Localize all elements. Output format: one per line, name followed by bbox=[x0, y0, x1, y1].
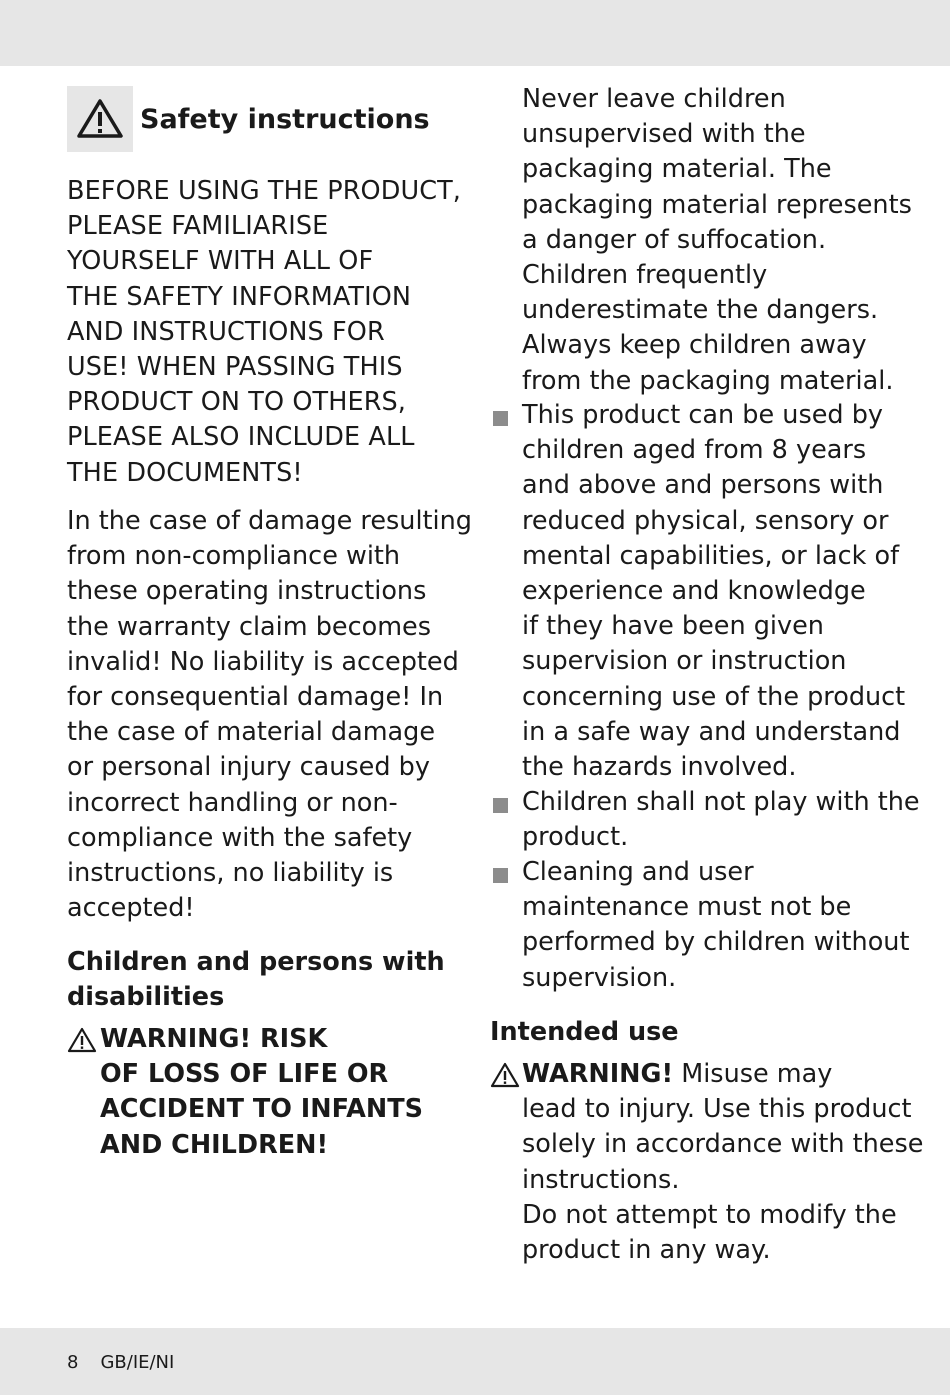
bullet-line: and above and persons with bbox=[522, 470, 884, 501]
intro-line: a danger of suffocation. bbox=[522, 224, 827, 255]
warning-triangle-icon bbox=[77, 98, 123, 138]
warning-icon-box bbox=[67, 86, 133, 152]
packaging-paragraph bbox=[522, 82, 912, 399]
bullet-square-icon bbox=[493, 411, 508, 426]
region-code: GB/IE/NI bbox=[100, 1352, 175, 1373]
bullet-line: Children shall not play with the bbox=[522, 787, 920, 817]
warning-triangle-icon bbox=[490, 1062, 520, 1088]
caps-line: AND INSTRUCTIONS FOR bbox=[67, 316, 385, 347]
intro-line: Never leave children bbox=[522, 84, 786, 114]
caps-line: BEFORE USING THE PRODUCT, bbox=[67, 176, 462, 206]
intro-line: Children frequently bbox=[522, 260, 768, 291]
caps-line: PLEASE FAMILIARISE bbox=[67, 211, 329, 242]
para-line: these operating instructions bbox=[67, 576, 427, 607]
warning-line: product in any way. bbox=[522, 1235, 771, 1266]
para-line: from non-compliance with bbox=[67, 541, 401, 572]
bullet-square-icon bbox=[493, 868, 508, 883]
warning-line: instructions. bbox=[522, 1164, 680, 1195]
caps-line: THE DOCUMENTS! bbox=[67, 457, 303, 488]
caps-line: YOURSELF WITH ALL OF bbox=[67, 246, 374, 277]
bullet-line: experience and knowledge bbox=[522, 576, 866, 607]
intro-line: packaging material represents bbox=[522, 189, 912, 220]
bullet-line: supervision or instruction bbox=[522, 646, 847, 677]
warning-line: AND CHILDREN! bbox=[100, 1129, 329, 1160]
caps-line: PLEASE ALSO INCLUDE ALL bbox=[67, 422, 415, 453]
bullet-line: product. bbox=[522, 822, 629, 853]
para-line: or personal injury caused by bbox=[67, 752, 430, 783]
warning-line: Misuse may bbox=[673, 1059, 833, 1089]
bullet-line: performed by children without bbox=[522, 927, 910, 958]
bullet-line: Cleaning and user bbox=[522, 857, 754, 887]
bullet-line: in a safe way and understand bbox=[522, 716, 901, 747]
caps-line: USE! WHEN PASSING THIS bbox=[67, 352, 403, 383]
bullet-line: This product can be used by bbox=[522, 400, 883, 430]
para-line: instructions, no liability is bbox=[67, 858, 394, 889]
para-line: for consequential damage! In bbox=[67, 682, 444, 713]
caps-line: PRODUCT ON TO OTHERS, bbox=[67, 387, 407, 418]
intro-line: underestimate the dangers. bbox=[522, 295, 879, 326]
page-number: 8 bbox=[67, 1352, 79, 1373]
bullet-line: if they have been given bbox=[522, 611, 824, 642]
bullet-line: children aged from 8 years bbox=[522, 435, 867, 466]
para-line: invalid! No liability is accepted bbox=[67, 646, 459, 677]
top-band bbox=[0, 0, 950, 66]
bullet-line: the hazards involved. bbox=[522, 752, 797, 783]
intro-line: Always keep children away bbox=[522, 330, 867, 361]
intro-line: packaging material. The bbox=[522, 154, 832, 185]
warning-line: Do not attempt to modify the bbox=[522, 1199, 897, 1230]
warning-triangle-icon bbox=[67, 1027, 97, 1053]
para-line: the warranty claim becomes bbox=[67, 611, 432, 642]
bullet-line: mental capabilities, or lack of bbox=[522, 540, 900, 571]
liability-paragraph bbox=[67, 504, 472, 926]
caps-line: THE SAFETY INFORMATION bbox=[67, 281, 412, 312]
caps-notice bbox=[67, 174, 467, 491]
warning-line: WARNING! RISK bbox=[100, 1024, 328, 1054]
warning-line: OF LOSS OF LIFE OR bbox=[100, 1059, 389, 1090]
para-line: In the case of damage resulting bbox=[67, 506, 472, 536]
warning-line: ACCIDENT TO INFANTS bbox=[100, 1094, 423, 1125]
intro-line: unsupervised with the bbox=[522, 119, 806, 150]
page-footer bbox=[67, 1352, 196, 1373]
warning-label: WARNING! bbox=[522, 1059, 674, 1089]
intended-use-subheading: Intended use bbox=[490, 1017, 679, 1047]
section-title: Safety instructions bbox=[140, 104, 430, 135]
bullet-line: supervision. bbox=[522, 962, 677, 993]
warning-line: solely in accordance with these bbox=[522, 1129, 924, 1160]
bullet-line: concerning use of the product bbox=[522, 681, 906, 712]
subhead-line: Children and persons with bbox=[67, 947, 445, 977]
bullet-line: maintenance must not be bbox=[522, 892, 852, 923]
bullet-line: reduced physical, sensory or bbox=[522, 505, 889, 536]
subhead-line: disabilities bbox=[67, 982, 225, 1013]
para-line: incorrect handling or non- bbox=[67, 787, 398, 818]
para-line: the case of material damage bbox=[67, 717, 436, 748]
bullet-square-icon bbox=[493, 798, 508, 813]
warning-line: lead to injury. Use this product bbox=[522, 1094, 912, 1125]
children-subheading bbox=[67, 945, 467, 1015]
section-header bbox=[67, 86, 467, 152]
para-line: accepted! bbox=[67, 893, 195, 924]
para-line: compliance with the safety bbox=[67, 822, 413, 853]
intro-line: from the packaging material. bbox=[522, 365, 894, 396]
